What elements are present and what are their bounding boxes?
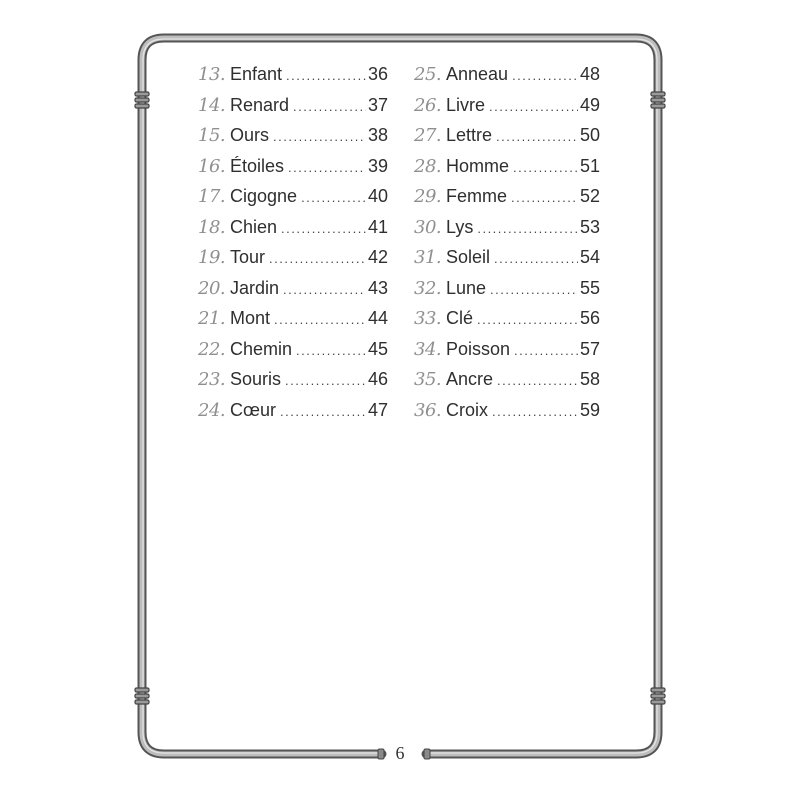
toc-entry-page: 53 <box>579 216 600 237</box>
toc-entry-number: 27. <box>414 125 442 146</box>
toc-entry <box>198 308 388 339</box>
toc-entry-page: 57 <box>579 338 600 359</box>
toc-entry-page: 37 <box>367 94 388 115</box>
toc-entry-page: 46 <box>367 369 388 389</box>
toc-entry-number: 21. <box>198 308 226 329</box>
toc-entry-page: 41 <box>367 216 388 237</box>
toc-entry-number: 23. <box>198 369 226 390</box>
toc-dot-leader <box>490 282 578 297</box>
toc-entry <box>198 125 388 156</box>
toc-dot-leader <box>513 160 578 175</box>
toc-entry-page: 58 <box>579 369 600 389</box>
toc-entry-title: Homme <box>446 155 510 176</box>
toc-entry <box>198 95 388 126</box>
toc-entry-number: 13. <box>198 64 226 85</box>
toc-entry-page: 49 <box>579 94 600 115</box>
page-number: 6 <box>395 743 405 763</box>
toc-entry-number: 34. <box>414 338 442 360</box>
toc-entry-title: Renard <box>230 94 290 115</box>
toc-dot-leader <box>296 343 366 358</box>
toc-entry-page: 43 <box>367 277 388 298</box>
toc-entry-page: 42 <box>367 247 388 267</box>
toc-entry-title: Souris <box>230 369 282 389</box>
toc-dot-leader <box>273 129 366 144</box>
toc-entry <box>414 278 600 309</box>
toc-entry <box>414 186 600 217</box>
toc-dot-leader <box>286 68 366 83</box>
toc-entry-title: Lettre <box>446 125 493 145</box>
toc-entry-number: 36. <box>414 399 442 421</box>
toc-entry <box>198 369 388 400</box>
toc-entry-page: 36 <box>367 64 388 84</box>
toc-entry-page: 40 <box>367 186 388 206</box>
toc-entry-page: 54 <box>579 247 600 267</box>
toc-entry <box>414 217 600 248</box>
toc-entry-page: 48 <box>579 64 600 84</box>
toc-dot-leader <box>494 251 578 266</box>
toc-entry-title: Enfant <box>230 64 283 84</box>
toc-dot-leader <box>512 68 578 83</box>
toc-entry <box>414 400 600 431</box>
toc-entry-number: 20. <box>198 277 226 299</box>
toc-entry-number: 28. <box>414 155 442 177</box>
toc-entry-title: Femme <box>446 186 508 206</box>
toc-dot-leader <box>293 99 366 114</box>
toc-entry-title: Livre <box>446 94 486 115</box>
toc-entry-number: 30. <box>414 216 442 238</box>
toc-entry <box>414 339 600 370</box>
toc-entry <box>414 64 600 95</box>
toc-entry-number: 15. <box>198 125 226 146</box>
toc-entry <box>414 308 600 339</box>
toc-entry <box>198 278 388 309</box>
toc-entry-title: Chemin <box>230 338 293 359</box>
toc-entry-title: Lys <box>446 216 474 237</box>
toc-dot-leader <box>477 312 578 327</box>
toc-entry-page: 56 <box>579 308 600 328</box>
toc-entry <box>414 95 600 126</box>
toc-dot-leader <box>514 343 578 358</box>
toc-entry-title: Chien <box>230 216 278 237</box>
toc-entry-page: 44 <box>367 308 388 328</box>
toc-column-right <box>414 64 600 430</box>
toc-entry-title: Anneau <box>446 64 509 84</box>
toc-dot-leader <box>285 373 366 388</box>
toc-entry-title: Mont <box>230 308 271 328</box>
toc-dot-leader <box>477 221 578 236</box>
toc-entry-number: 17. <box>198 186 226 207</box>
toc-entry <box>414 125 600 156</box>
toc-entry-title: Clé <box>446 308 474 328</box>
toc-entry-title: Tour <box>230 247 266 267</box>
toc-entry-page: 38 <box>367 125 388 145</box>
toc-entry-page: 39 <box>367 155 388 176</box>
toc-entry-page: 47 <box>367 399 388 420</box>
toc-entry-page: 55 <box>579 277 600 298</box>
toc-dot-leader <box>496 129 578 144</box>
toc-dot-leader <box>281 221 366 236</box>
toc-entry-number: 29. <box>414 186 442 207</box>
toc-entry <box>198 64 388 95</box>
toc-entry-number: 24. <box>198 399 226 421</box>
toc-entry-title: Lune <box>446 277 487 298</box>
toc-entry-title: Ancre <box>446 369 494 389</box>
toc-column-left <box>198 64 388 430</box>
toc-dot-leader <box>269 251 366 266</box>
toc-entry <box>198 339 388 370</box>
toc-dot-leader <box>288 160 366 175</box>
toc-entry-number: 14. <box>198 94 226 116</box>
toc-entry-page: 51 <box>579 155 600 176</box>
toc-entry-number: 32. <box>414 277 442 299</box>
toc-entry <box>198 186 388 217</box>
toc-entry-number: 18. <box>198 216 226 238</box>
toc-entry <box>198 400 388 431</box>
toc-entry <box>414 247 600 278</box>
toc-dot-leader <box>497 373 578 388</box>
toc-entry-page: 45 <box>367 338 388 359</box>
toc-entry-title: Ours <box>230 125 270 145</box>
toc-entry-number: 16. <box>198 155 226 177</box>
toc-dot-leader <box>511 190 578 205</box>
toc-entry-title: Jardin <box>230 277 280 298</box>
toc-entry-page: 52 <box>579 186 600 206</box>
toc-entry-title: Étoiles <box>230 155 285 176</box>
toc-dot-leader <box>283 282 366 297</box>
toc-entry-page: 59 <box>579 399 600 420</box>
toc-entry <box>198 247 388 278</box>
toc-dot-leader <box>492 404 578 419</box>
toc-entry-title: Cœur <box>230 399 276 420</box>
toc-entry-number: 25. <box>414 64 442 85</box>
toc-entry-number: 33. <box>414 308 442 329</box>
toc-entry-number: 22. <box>198 338 226 360</box>
toc-entry-number: 26. <box>414 94 442 116</box>
toc-dot-leader <box>489 99 578 114</box>
toc-entry-title: Croix <box>446 399 489 420</box>
toc-entry-number: 31. <box>414 247 442 268</box>
toc-dot-leader <box>280 404 366 419</box>
toc-entry <box>414 156 600 187</box>
toc-dot-leader <box>301 190 366 205</box>
toc-entry-number: 35. <box>414 369 442 390</box>
toc-entry-title: Soleil <box>446 247 491 267</box>
toc-entry-page: 50 <box>579 125 600 145</box>
toc-entry <box>414 369 600 400</box>
toc-entry <box>198 217 388 248</box>
toc-entry-title: Poisson <box>446 338 511 359</box>
toc-dot-leader <box>274 312 366 327</box>
toc-entry-title: Cigogne <box>230 186 298 206</box>
toc-entry-number: 19. <box>198 247 226 268</box>
toc-entry <box>198 156 388 187</box>
